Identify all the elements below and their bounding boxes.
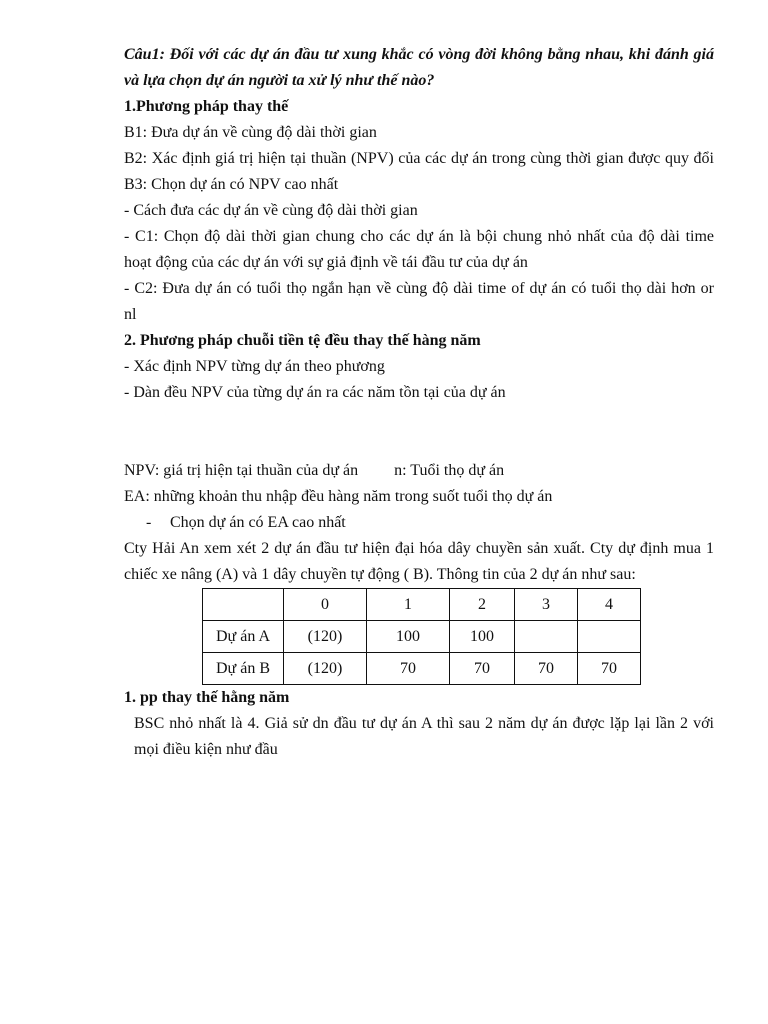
table-cell: 70: [367, 653, 450, 685]
blank-space: [124, 406, 714, 458]
table-row: [203, 653, 641, 685]
definition-npv: NPV: giá trị hiện tại thuần của dự án: [124, 462, 359, 479]
definition-n: n: Tuổi thọ dự án: [394, 462, 505, 479]
question-line-2: và lựa chọn dự án người ta xử lý như thế nào?: [124, 72, 435, 89]
table-row: [203, 621, 641, 653]
c1-line-2: hoạt động của các dự án với sự giả định về tái đầu tư của dự án: [124, 254, 528, 271]
table-header-cell: 0: [284, 589, 367, 621]
section2-item-1: - Xác định NPV từng dự án theo phương: [124, 358, 385, 375]
table-header-cell: 4: [578, 589, 641, 621]
c1-line-1: - C1: Chọn độ dài thời gian chung cho các dự án là bội chung nhỏ nhất của độ dài time: [124, 228, 714, 245]
table-header-cell: [203, 589, 284, 621]
choose-ea-text: Chọn dự án có EA cao nhất: [170, 514, 346, 531]
section1-heading: 1.Phương pháp thay thế: [124, 98, 289, 115]
table-cell: 70: [450, 653, 515, 685]
table-cell: 100: [367, 621, 450, 653]
question-line-1: Câu1: Đối với các dự án đầu tư xung khắc có vòng đời không bằng nhau, khi đánh giá: [124, 46, 714, 63]
step-b2: B2: Xác định giá trị hiện tại thuần (NPV) của các dự án trong cùng thời gian được quy đổi: [124, 150, 714, 167]
c2-line-1: - C2: Đưa dự án có tuổi thọ ngắn hạn về cùng độ dài time of dự án có tuổi thọ dài hơn or: [124, 280, 714, 297]
definition-npv-row: [124, 458, 714, 484]
step-b3: B3: Chọn dự án có NPV cao nhất: [124, 176, 339, 193]
table-cell: (120): [284, 621, 367, 653]
method-subheading: - Cách đưa các dự án về cùng độ dài thời gian: [124, 202, 418, 219]
definition-ea: EA: những khoản thu nhập đều hàng năm trong suốt tuổi thọ dự án: [124, 488, 553, 505]
table-header-cell: 1: [367, 589, 450, 621]
c2-line-2: nl: [124, 306, 137, 323]
document-content: [124, 42, 714, 763]
table-header-cell: 3: [515, 589, 578, 621]
section3-line-2: mọi điều kiện như đầu: [134, 741, 278, 758]
table-cell: [578, 621, 641, 653]
section2-item-2: - Dàn đều NPV của từng dự án ra các năm tồn tại của dự án: [124, 384, 506, 401]
table-header-row: [203, 589, 641, 621]
cashflow-table: [202, 588, 641, 685]
table-cell: (120): [284, 653, 367, 685]
table-cell: 100: [450, 621, 515, 653]
table-cell: 70: [578, 653, 641, 685]
step-b1: B1: Đưa dự án về cùng độ dài thời gian: [124, 124, 377, 141]
choose-ea-bullet: [124, 510, 714, 536]
table-cell: Dự án B: [203, 653, 284, 685]
section3-line-1: BSC nhỏ nhất là 4. Giả sử dn đầu tư dự án A thì sau 2 năm dự án được lặp lại lần 2 với: [134, 715, 714, 732]
table-header-cell: 2: [450, 589, 515, 621]
table-cell: [515, 621, 578, 653]
example-line-2: chiếc xe nâng (A) và 1 dây chuyền tự động ( B). Thông tin của 2 dự án như sau:: [124, 566, 636, 583]
table-cell: 70: [515, 653, 578, 685]
example-line-1: Cty Hải An xem xét 2 dự án đầu tư hiện đại hóa dây chuyền sản xuất. Cty dự định mua 1: [124, 540, 714, 557]
bullet-dash: -: [146, 514, 152, 531]
table-cell: Dự án A: [203, 621, 284, 653]
section2-heading: 2. Phương pháp chuỗi tiền tệ đều thay thế hàng năm: [124, 332, 481, 349]
section3-heading: 1. pp thay thế hằng năm: [124, 689, 290, 706]
